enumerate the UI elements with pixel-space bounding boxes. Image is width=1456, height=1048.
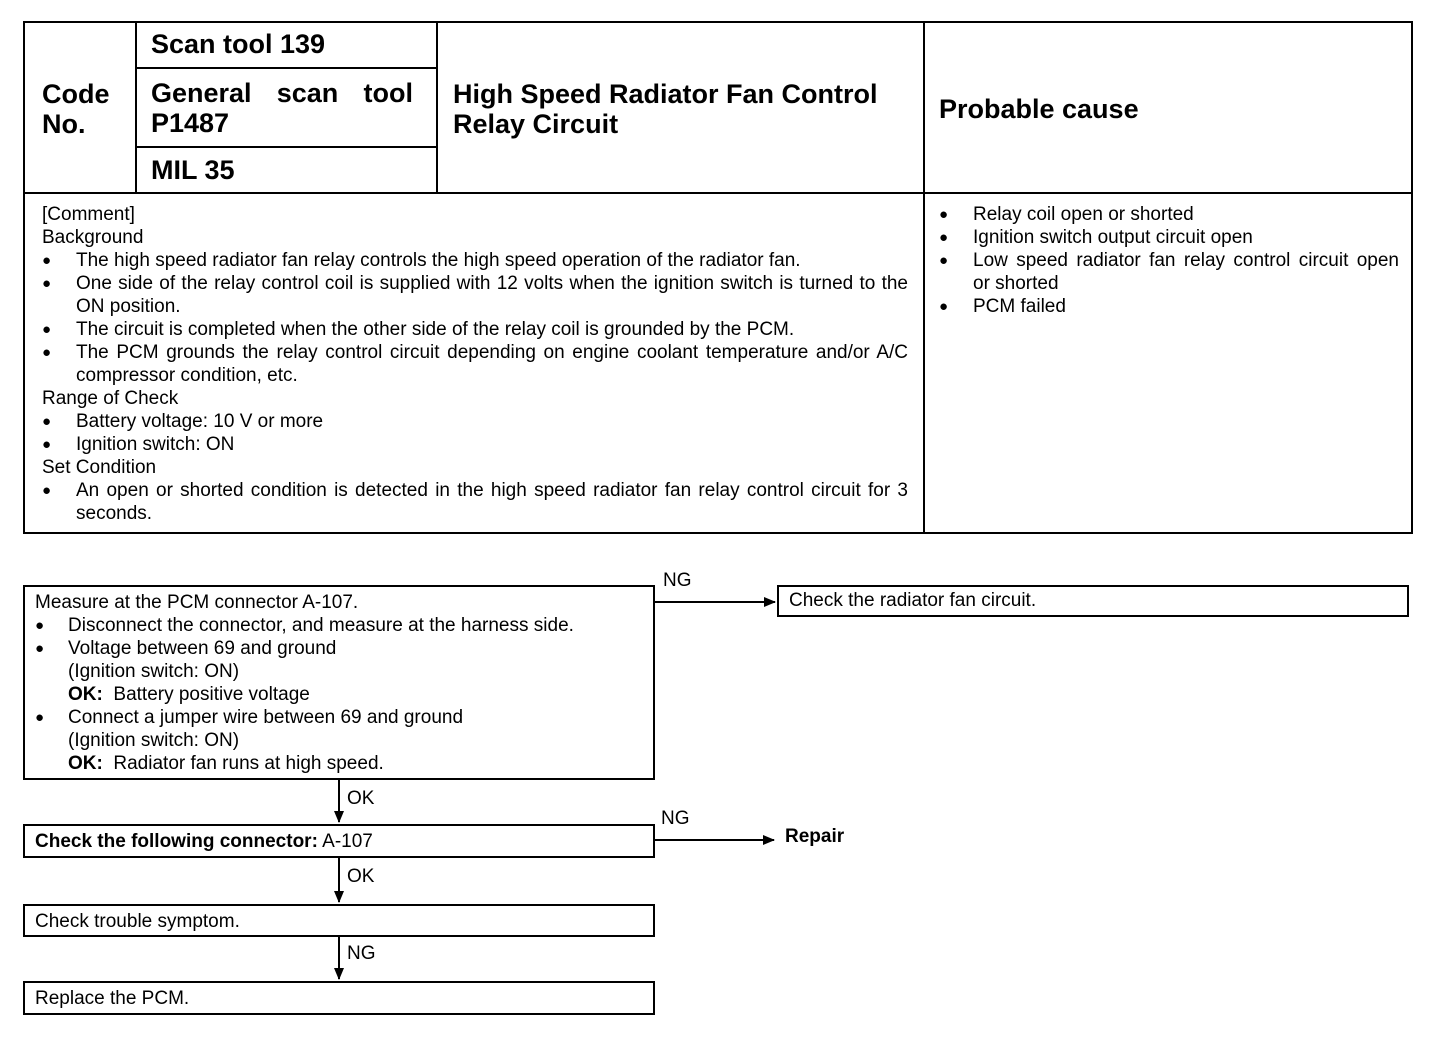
step1-jumper-condition: (Ignition switch: ON) — [68, 730, 240, 751]
step2-bold-text: Check the following connector: — [35, 831, 318, 852]
step1-title: Measure at the PCM connector A-107. — [35, 592, 359, 613]
general-scan-tool-label: General scan tool — [151, 78, 413, 108]
step1-jumper-ok — [68, 752, 643, 775]
list-item: ● Ignition switch: ON — [42, 433, 908, 456]
list-item: ● Battery voltage: 10 V or more — [42, 410, 908, 433]
ok-label: OK: — [68, 684, 103, 705]
mil-code: MIL 35 — [151, 155, 235, 185]
background-heading: Background — [42, 227, 144, 248]
step3-ng-label: NG — [347, 943, 376, 964]
ok-value: Battery positive voltage — [113, 684, 310, 705]
step1-ok-label: OK — [347, 788, 375, 809]
scan-tool-code: Scan tool 139 — [151, 29, 326, 59]
step1-voltage-condition: (Ignition switch: ON) — [68, 661, 240, 682]
comment-label: [Comment] — [42, 204, 135, 225]
code-no-heading: Code No. — [42, 79, 110, 139]
list-item — [35, 637, 643, 706]
step2-connector-id: A-107 — [322, 831, 373, 852]
list-item: ● Low speed radiator fan relay control circuit open or shorted — [939, 249, 1399, 295]
repair-action: Repair — [785, 826, 845, 847]
list-item — [35, 706, 643, 775]
list-item: ● The circuit is completed when the other side of the relay coil is grounded by the PCM. — [42, 318, 908, 341]
list-item: ● PCM failed — [939, 295, 1399, 318]
step2-ok-label: OK — [347, 866, 375, 887]
ok-value: Radiator fan runs at high speed. — [113, 753, 384, 774]
list-item: ● Disconnect the connector, and measure at the harness side. — [35, 614, 643, 637]
set-condition-heading: Set Condition — [42, 457, 157, 478]
step1-voltage-check: ● Voltage between 69 and ground — [68, 638, 337, 659]
step1-voltage-ok — [68, 683, 643, 706]
list-item: ● Relay coil open or shorted — [939, 203, 1399, 226]
step1-list — [35, 614, 643, 775]
check-radiator-fan-circuit-box: Check the radiator fan circuit. — [777, 585, 1409, 617]
step1-measure-box — [23, 585, 655, 780]
general-scan-tool-code: P1487 — [151, 108, 230, 138]
list-item: ● The PCM grounds the relay control circuit depending on engine coolant temperature and/or A/C compressor condition, etc. — [42, 341, 908, 387]
list-item: ● The high speed radiator fan relay controls the high speed operation of the radiator fan. — [42, 249, 908, 272]
ok-label: OK: — [68, 753, 103, 774]
range-heading: Range of Check — [42, 388, 179, 409]
list-item: ● An open or shorted condition is detected in the high speed radiator fan relay control circuit for 3 seconds. — [42, 479, 908, 525]
step2-ng-label: NG — [661, 808, 690, 829]
probable-cause-heading: Probable cause — [939, 94, 1139, 124]
step1-jumper-check: ● Connect a jumper wire between 69 and ground — [68, 707, 464, 728]
step4-replace-box: Replace the PCM. — [23, 981, 655, 1015]
circuit-title: High Speed Radiator Fan Control Relay Circuit — [453, 79, 878, 139]
step3-symptom-box: Check trouble symptom. — [23, 904, 655, 937]
list-item: ● Ignition switch output circuit open — [939, 226, 1399, 249]
step2-connector-box — [23, 824, 655, 858]
step1-ng-label: NG — [663, 570, 692, 591]
list-item: ● One side of the relay control coil is supplied with 12 volts when the ignition switch is turned to the ON position. — [42, 272, 908, 318]
